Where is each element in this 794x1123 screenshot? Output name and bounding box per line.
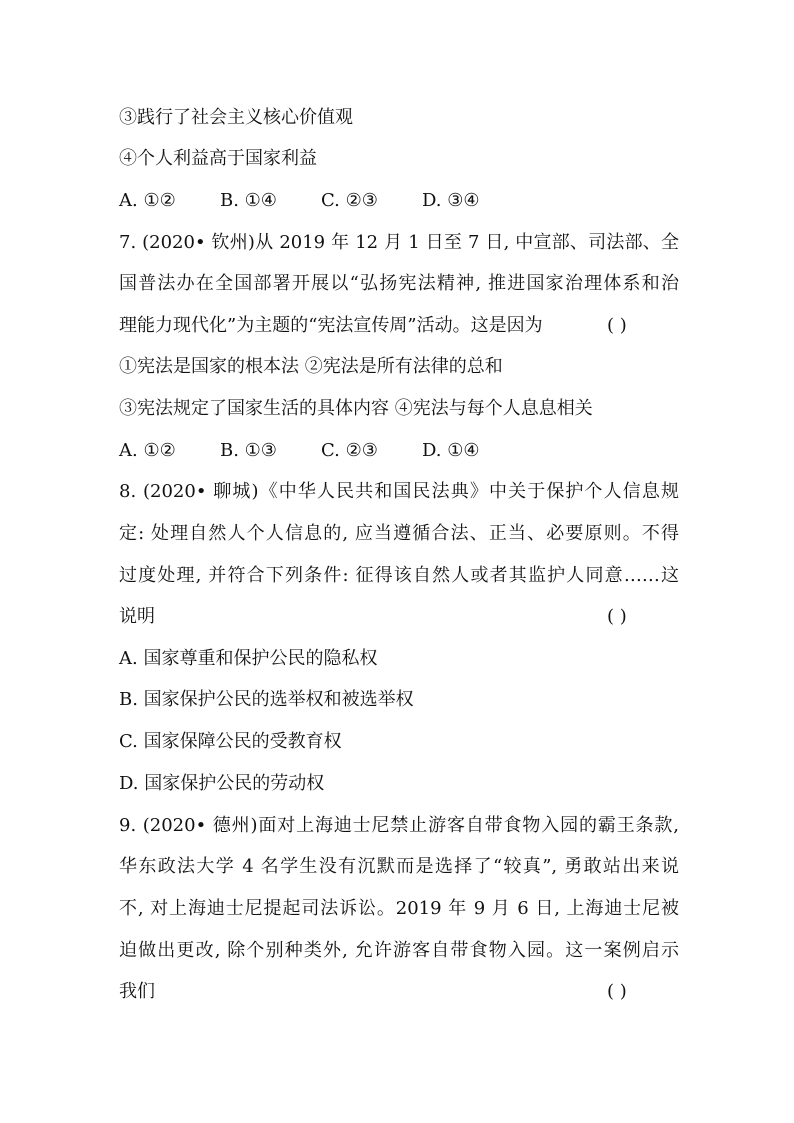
q7-statements-1-2: ①宪法是国家的根本法 ②宪法是所有法律的总和 <box>119 356 503 377</box>
q7-choice-a: A. ①② <box>119 440 176 461</box>
q9-stem-line-1: 9. (2020• 德州)面对上海迪士尼禁止游客自带食物入园的霸王条款, <box>119 815 679 836</box>
q8-answer-blank: ( ) <box>607 606 627 627</box>
q7-stem-line-3: 理能力现代化”为主题的“宪法宣传周”活动。这是因为 <box>119 315 543 336</box>
q9-stem-line-3: 不, 对上海迪士尼提起司法诉讼。2019 年 9 月 6 日, 上海迪士尼被 <box>119 898 679 919</box>
q6-choice-b: B. ①④ <box>220 190 277 211</box>
q8-option-a: A. 国家尊重和保护公民的隐私权 <box>119 648 378 669</box>
q6-choice-c: C. ②③ <box>321 190 378 211</box>
q7-choice-b: B. ①③ <box>220 440 277 461</box>
q9-answer-blank: ( ) <box>607 981 627 1002</box>
q8-stem-line-1: 8. (2020• 聊城)《中华人民共和国民法典》中关于保护个人信息规 <box>119 481 679 502</box>
q8-option-c: C. 国家保障公民的受教育权 <box>119 731 342 752</box>
q9-stem-line-5: 我们 <box>119 981 155 1002</box>
q7-statements-3-4: ③宪法规定了国家生活的具体内容 ④宪法与每个人息息相关 <box>119 398 593 419</box>
q8-option-d: D. 国家保护公民的劳动权 <box>119 773 325 794</box>
q7-stem-line-1: 7. (2020• 钦州)从 2019 年 12 月 1 日至 7 日, 中宣部、司法部、全 <box>119 232 679 253</box>
q8-stem-line-2: 定: 处理自然人个人信息的, 应当遵循合法、正当、必要原则。不得 <box>119 523 679 544</box>
q8-option-b: B. 国家保护公民的选举权和被选举权 <box>119 689 414 710</box>
q7-stem-line-2: 国普法办在全国部署开展以“弘扬宪法精神, 推进国家治理体系和治 <box>119 273 679 294</box>
q9-stem-line-4: 迫做出更改, 除个别种类外, 允许游客自带食物入园。这一案例启示 <box>119 940 679 961</box>
q7-choice-c: C. ②③ <box>321 440 378 461</box>
q7-choice-d: D. ①④ <box>422 440 480 461</box>
q6-statement-3: ③践行了社会主义核心价值观 <box>119 107 353 128</box>
q8-stem-line-3: 过度处理, 并符合下列条件: 征得该自然人或者其监护人同意……这 <box>119 565 679 586</box>
q8-stem-line-4: 说明 <box>119 606 155 627</box>
q9-stem-line-2: 华东政法大学 4 名学生没有沉默而是选择了“较真”, 勇敢站出来说 <box>119 856 679 877</box>
q6-choices <box>119 190 679 212</box>
q6-statement-4: ④个人利益高于国家利益 <box>119 148 317 169</box>
q6-choice-a: A. ①② <box>119 190 176 211</box>
q7-choices <box>119 440 679 462</box>
q7-answer-blank: ( ) <box>607 315 627 336</box>
q6-choice-d: D. ③④ <box>422 190 480 211</box>
